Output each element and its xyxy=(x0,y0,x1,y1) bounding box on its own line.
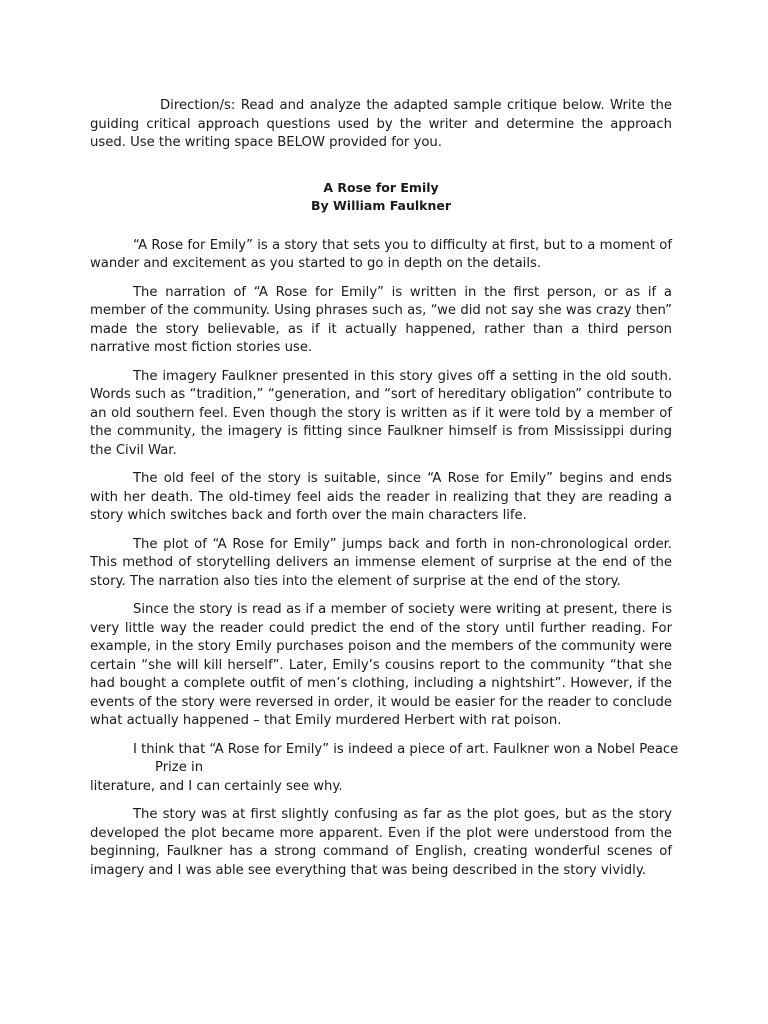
paragraph-4: The old feel of the story is suitable, since “A Rose for Emily” begins and ends with her death. The old-timey feel aids the reader in realizing that they are reading a story which switches back and forth over the main characters life. xyxy=(90,471,672,523)
paragraph-5: The plot of “A Rose for Emily” jumps back and forth in non-chronological order. This method of storytelling delivers an immense element of surprise at the end of the story. The narration also ties into the element of surprise at the end of the story. xyxy=(90,536,672,589)
directions-text: Direction/s: Read and analyze the adapted sample critique below. Write the guiding critical approach questions used by the writer and determine the approach used. Use the writing space BELOW provided for you. xyxy=(90,98,672,150)
paragraph-7-line-3: literature, and I can certainly see why. xyxy=(90,778,343,794)
document-page xyxy=(90,97,679,880)
paragraph-7 xyxy=(90,741,679,797)
paragraph-3: The imagery Faulkner presented in this story gives off a setting in the old south. Words such as “tradition,” “generation, and “sort of hereditary obligation” contribute to an old southern feel. Even though the story is written as if it were told by a member of the community, the imagery is fitting since Faulkner himself is from Mississippi during the Civil War. xyxy=(90,368,672,458)
document-author: By William Faulkner xyxy=(310,197,452,213)
paragraph-6: Since the story is read as if a member of society were writing at present, there is very little way the reader could predict the end of the story until further reading. For example, in the story Emily purchases poison and the members of the community were certain “she will kill herself”. Later, Emily’s cousins report to the community “that she had bought a complete outfit of men’s clothing, including a nightshirt”. However, if the events of the story were reversed in order, it would be easier for the reader to conclude what actually happened – that Emily murdered Herbert with rat poison. xyxy=(90,602,672,728)
title-block xyxy=(90,179,672,215)
paragraph-2: The narration of “A Rose for Emily” is written in the first person, or as if a member of the community. Using phrases such as, “we did not say she was crazy then” made the story believable, as if it actually happened, rather than a third person narrative most fiction stories use. xyxy=(90,284,672,355)
document-title: A Rose for Emily xyxy=(323,179,439,195)
paragraph-7-line-1: I think that “A Rose for Emily” is indeed a piece of art. Faulkner won a Nobel Peace xyxy=(133,741,679,757)
paragraph-1: “A Rose for Emily” is a story that sets you to difficulty at first, but to a moment of wander and excitement as you started to go in depth on the details. xyxy=(90,237,672,271)
paragraph-7-line-2: Prize in xyxy=(155,760,204,775)
paragraph-8: The story was at first slightly confusing as far as the plot goes, but as the story developed the plot became more apparent. Even if the plot were understood from the beginning, Faulkner has a strong command of English, creating wonderful scenes of imagery and I was able see everything that was being described in the story vividly. xyxy=(90,807,672,878)
